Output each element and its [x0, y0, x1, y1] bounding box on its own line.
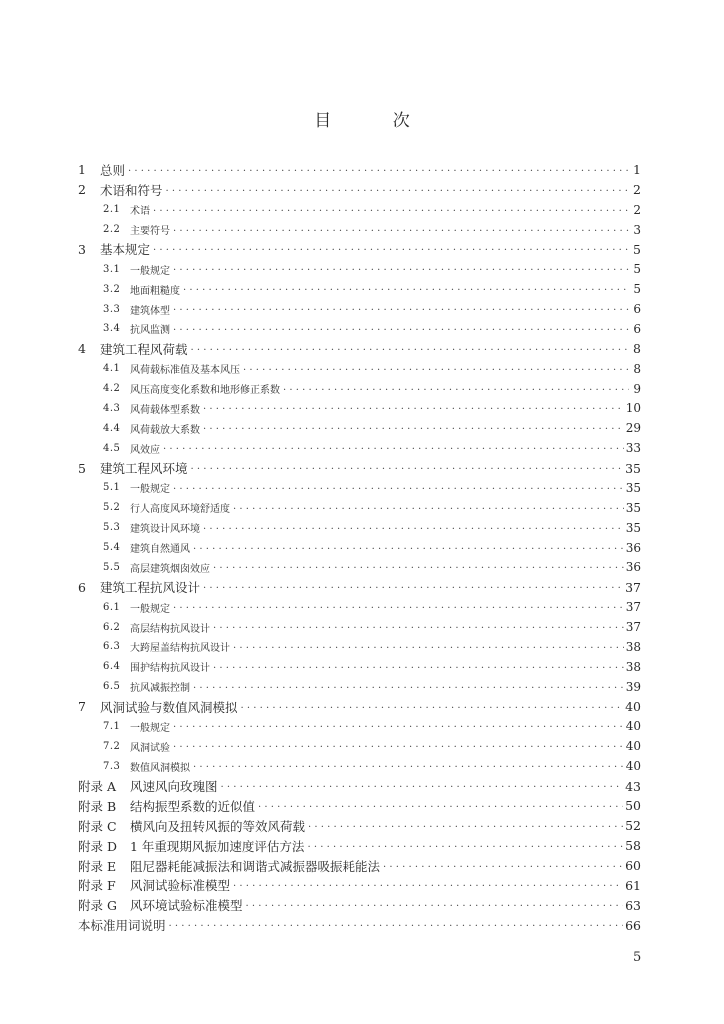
toc-entry-number: 附录 G: [78, 898, 117, 914]
toc-entry-title: 术语和符号: [100, 182, 163, 198]
toc-entry-page: 40: [625, 699, 641, 715]
toc-entry-title: 基本规定: [100, 242, 151, 258]
toc-entry-number: 附录 C: [78, 818, 117, 834]
toc-entry-number: 4.5: [103, 442, 121, 454]
toc-chapter-entry[interactable]: [78, 160, 641, 180]
toc-entry-title: 风洞试验: [130, 742, 170, 754]
dot-leader: [173, 720, 624, 730]
toc-entry-number: 2.2: [103, 224, 121, 236]
toc-chapter-entry[interactable]: [78, 180, 641, 200]
dot-leader: [193, 681, 624, 691]
toc-chapter-entry[interactable]: [78, 458, 641, 478]
dot-leader: [153, 204, 629, 214]
toc-entry-title: 建筑自然通风: [130, 544, 190, 556]
toc-entry-page: 39: [625, 679, 641, 694]
toc-entry-title: 本标准用词说明: [78, 918, 166, 934]
dot-leader: [173, 323, 629, 333]
toc-entry-number: 5.3: [103, 522, 121, 534]
toc-entry-number: 4.1: [103, 363, 121, 375]
toc-entry-number: 附录 E: [78, 858, 117, 874]
toc-chapter-entry[interactable]: [78, 776, 641, 796]
dot-leader: [191, 462, 624, 472]
toc-section-entry[interactable]: [78, 498, 641, 518]
toc-entry-page: 58: [625, 838, 641, 854]
toc-section-entry[interactable]: [78, 518, 641, 538]
dot-leader: [283, 383, 629, 393]
dot-leader: [213, 621, 624, 631]
toc-entry-page: 8: [633, 341, 641, 357]
toc-entry-title: 一般规定: [130, 265, 170, 277]
toc-entry-page: 50: [625, 798, 641, 814]
toc-entry-number: 4: [78, 341, 86, 357]
toc-section-entry[interactable]: [78, 558, 641, 578]
toc-entry-number: 6.3: [103, 641, 121, 653]
toc-entry-number: 5: [78, 460, 86, 476]
toc-chapter-entry[interactable]: [78, 796, 641, 816]
toc-entry-page: 3: [633, 222, 641, 237]
dot-leader: [191, 343, 629, 353]
toc-entry-number: 3.2: [103, 283, 121, 295]
toc-section-entry[interactable]: [78, 717, 641, 737]
toc-entry-title: 围护结构抗风设计: [130, 663, 210, 675]
toc-entry-page: 5: [633, 262, 641, 277]
toc-entry-page: 60: [625, 858, 641, 874]
toc-entry-number: 3.3: [103, 303, 121, 315]
toc-entry-title: 阻尼器耗能减振法和调谐式减振器吸振耗能法: [130, 858, 381, 874]
toc-section-entry[interactable]: [78, 299, 641, 319]
toc-entry-number: 3: [78, 241, 86, 257]
toc-entry-number: 6: [78, 579, 86, 595]
toc-section-entry[interactable]: [78, 438, 641, 458]
toc-entry-title: 结构振型系数的近似值: [130, 798, 256, 814]
toc-entry-title: 横风向及扭转风振的等效风荷载: [130, 818, 306, 834]
toc-entry-title: 风洞试验标准模型: [130, 878, 231, 894]
dot-leader: [308, 820, 623, 830]
toc-chapter-entry[interactable]: [78, 856, 641, 876]
toc-entry-page: 35: [625, 520, 641, 535]
dot-leader: [193, 760, 624, 770]
dot-leader: [213, 561, 624, 571]
toc-entry-title: 总则: [100, 162, 126, 178]
dot-leader: [233, 641, 624, 651]
dot-leader: [221, 780, 624, 790]
toc-entry-title: 一般规定: [130, 603, 170, 615]
toc-section-entry[interactable]: [78, 200, 641, 220]
toc-entry-page: 5: [633, 241, 641, 257]
toc-entry-title: 建筑工程抗风设计: [100, 580, 201, 596]
toc-entry-title: 抗风减振控制: [130, 683, 190, 695]
toc-section-entry[interactable]: [78, 220, 641, 240]
toc-section-entry[interactable]: [78, 418, 641, 438]
toc-section-entry[interactable]: [78, 756, 641, 776]
toc-entry-number: 4.3: [103, 402, 121, 414]
dot-leader: [183, 283, 629, 293]
toc-entry-title: 1 年重现期风振加速度评估方法: [130, 838, 305, 854]
dot-leader: [153, 243, 629, 253]
toc-entry-number: 5.5: [103, 561, 121, 573]
toc-entry-title: 风压高度变化系数和地形修正系数: [130, 385, 280, 397]
toc-entry-number: 5.4: [103, 542, 121, 554]
toc-chapter-entry[interactable]: [78, 876, 641, 896]
toc-entry-number: 6.1: [103, 601, 121, 613]
toc-entry-title: 建筑工程风荷载: [100, 341, 188, 357]
toc-chapter-entry[interactable]: [78, 697, 641, 717]
toc-entry-page: 35: [625, 500, 641, 515]
toc-entry-number: 4.4: [103, 422, 121, 434]
dot-leader: [258, 800, 623, 810]
toc-chapter-entry[interactable]: [78, 895, 641, 915]
toc-entry-page: 1: [633, 162, 641, 178]
toc-entry-title: 建筑设计风环境: [130, 524, 200, 536]
toc-entry-title: 一般规定: [130, 722, 170, 734]
toc-entry-title: 风荷载标准值及基本风压: [130, 365, 240, 377]
toc-section-entry[interactable]: [78, 597, 641, 617]
toc-entry-number: 6.4: [103, 661, 121, 673]
toc-chapter-entry[interactable]: [78, 836, 641, 856]
toc-entry-page: 37: [625, 579, 641, 595]
toc-entry-title: 术语: [130, 206, 150, 218]
toc-entry-title: 数值风洞模拟: [130, 762, 190, 774]
toc-section-entry[interactable]: [78, 736, 641, 756]
toc-entry-page: 66: [625, 917, 641, 933]
toc-entry-page: 6: [633, 302, 641, 317]
toc-entry-page: 38: [625, 659, 641, 674]
dot-leader: [203, 581, 623, 591]
toc-entry-title: 高层结构抗风设计: [130, 623, 210, 635]
toc-entry-page: 40: [625, 759, 641, 774]
dot-leader: [173, 482, 624, 492]
toc-chapter-entry[interactable]: [78, 915, 641, 935]
toc-section-entry[interactable]: [78, 538, 641, 558]
dot-leader: [243, 363, 629, 373]
toc-section-entry[interactable]: [78, 399, 641, 419]
dot-leader: [203, 422, 624, 432]
toc-entry-page: 37: [625, 620, 641, 635]
dot-leader: [166, 184, 629, 194]
toc-entry-page: 40: [625, 719, 641, 734]
toc-entry-number: 3.4: [103, 323, 121, 335]
dot-leader: [173, 601, 624, 611]
toc-entry-number: 5.1: [103, 482, 121, 494]
toc-entry-number: 附录 A: [78, 779, 117, 795]
dot-leader: [233, 502, 624, 512]
toc-entry-page: 6: [633, 321, 641, 336]
toc-entry-page: 40: [625, 739, 641, 754]
toc-entry-title: 建筑工程风环境: [100, 461, 188, 477]
toc-entry-number: 3.1: [103, 263, 121, 275]
toc-entry-title: 地面粗糙度: [130, 285, 180, 297]
toc-entry-page: 2: [633, 202, 641, 217]
toc-entry-number: 附录 F: [78, 878, 116, 894]
dot-leader: [203, 522, 624, 532]
toc-entry-page: 38: [625, 639, 641, 654]
toc-section-entry[interactable]: [78, 617, 641, 637]
toc-entry-title: 风速风向玫瑰图: [130, 779, 218, 795]
toc-entry-page: 61: [625, 877, 641, 893]
toc-entry-page: 37: [625, 600, 641, 615]
toc-section-entry[interactable]: [78, 637, 641, 657]
toc-entry-title: 风荷载体型系数: [130, 404, 200, 416]
toc-entry-page: 52: [625, 818, 641, 834]
toc-entry-title: 行人高度风环境舒适度: [130, 504, 230, 516]
dot-leader: [203, 402, 624, 412]
toc-section-entry[interactable]: [78, 259, 641, 279]
toc-entry-title: 主要符号: [130, 226, 170, 238]
dot-leader: [173, 740, 624, 750]
toc-entry-title: 建筑体型: [130, 305, 170, 317]
toc-section-entry[interactable]: [78, 319, 641, 339]
toc-entry-title: 风洞试验与数值风洞模拟: [100, 699, 238, 715]
toc-entry-page: 9: [633, 381, 641, 396]
toc-entry-number: 5.2: [103, 502, 121, 514]
dot-leader: [128, 164, 629, 174]
toc-entry-number: 7.2: [103, 740, 121, 752]
toc-chapter-entry[interactable]: [78, 339, 641, 359]
toc-entry-title: 大跨屋盖结构抗风设计: [130, 643, 230, 655]
dot-leader: [193, 542, 624, 552]
toc-entry-title: 风效应: [130, 444, 160, 456]
toc-entry-page: 35: [625, 460, 641, 476]
toc-entry-page: 43: [625, 778, 641, 794]
toc-entry-title: 高层建筑烟囱效应: [130, 563, 210, 575]
table-of-contents: [78, 160, 641, 935]
dot-leader: [173, 303, 629, 313]
toc-heading: 目 次: [314, 111, 438, 131]
toc-entry-number: 1: [78, 162, 86, 178]
toc-entry-number: 6.2: [103, 621, 121, 633]
toc-entry-title: 一般规定: [130, 484, 170, 496]
toc-entry-number: 2: [78, 182, 86, 198]
toc-entry-number: 4.2: [103, 383, 121, 395]
dot-leader: [213, 661, 624, 671]
toc-entry-page: 8: [633, 361, 641, 376]
toc-entry-number: 7.1: [103, 720, 121, 732]
toc-chapter-entry[interactable]: [78, 816, 641, 836]
dot-leader: [173, 224, 629, 234]
toc-entry-title: 风荷载放大系数: [130, 424, 200, 436]
dot-leader: [383, 860, 623, 870]
toc-section-entry[interactable]: [78, 359, 641, 379]
toc-section-entry[interactable]: [78, 279, 641, 299]
dot-leader: [307, 840, 623, 850]
dot-leader: [163, 442, 624, 452]
toc-chapter-entry[interactable]: [78, 240, 641, 260]
dot-leader: [241, 701, 624, 711]
toc-entry-number: 7: [78, 699, 86, 715]
toc-entry-number: 附录 D: [78, 838, 117, 854]
dot-leader: [246, 899, 624, 909]
toc-entry-page: 36: [625, 560, 641, 575]
toc-entry-page: 29: [625, 421, 641, 436]
toc-section-entry[interactable]: [78, 657, 641, 677]
toc-entry-page: 5: [633, 282, 641, 297]
toc-entry-number: 7.3: [103, 760, 121, 772]
toc-entry-title: 抗风监测: [130, 325, 170, 337]
toc-section-entry[interactable]: [78, 677, 641, 697]
dot-leader: [173, 263, 629, 273]
toc-entry-page: 2: [633, 182, 641, 198]
toc-entry-page: 33: [625, 441, 641, 456]
page-number: 5: [633, 950, 642, 965]
toc-entry-page: 10: [625, 401, 641, 416]
toc-section-entry[interactable]: [78, 478, 641, 498]
toc-entry-number: 2.1: [103, 204, 121, 216]
toc-entry-page: 35: [625, 480, 641, 495]
dot-leader: [233, 879, 623, 889]
toc-entry-page: 63: [625, 897, 641, 913]
toc-entry-title: 风环境试验标准模型: [130, 898, 243, 914]
toc-chapter-entry[interactable]: [78, 577, 641, 597]
toc-entry-number: 附录 B: [78, 798, 117, 814]
toc-section-entry[interactable]: [78, 379, 641, 399]
dot-leader: [169, 919, 624, 929]
toc-entry-page: 36: [625, 540, 641, 555]
toc-entry-number: 6.5: [103, 681, 121, 693]
